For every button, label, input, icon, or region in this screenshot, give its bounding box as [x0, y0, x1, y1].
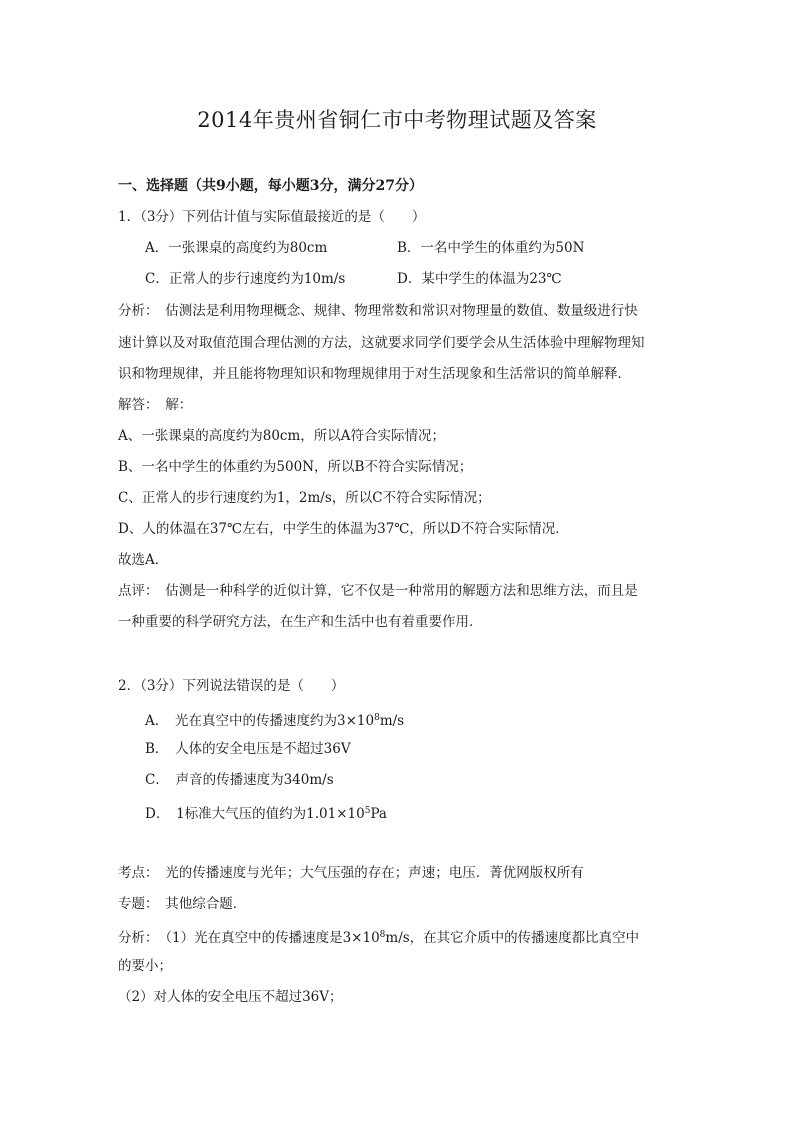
- q1-analysis-line-3: 识和物理规律，并且能将物理知识和物理规律用于对生活现象和生活常识的简单解释．: [118, 366, 631, 382]
- q2-option-a-unit: m/s: [379, 713, 405, 729]
- q1-choice: 故选A．: [118, 552, 169, 568]
- q2-option-a: [145, 709, 404, 730]
- q2-option-d-text: D． 1标准大气压的值约为1.01×10: [145, 806, 365, 822]
- q1-analysis-line-1: 分析： 估测法是利用物理概念、规律、物理常数和常识对物理量的数值、数量级进行快: [118, 303, 638, 319]
- q2-kaodian: 考点： 光的传播速度与光年；大气压强的存在；声速；电压．菁优网版权所有: [118, 865, 584, 881]
- q1-answer-d: D、人的体温在37℃左右，中学生的体温为37℃，所以D不符合实际情况．: [118, 521, 569, 537]
- section-heading: 一、选择题（共9小题，每小题3分，满分27分）: [118, 178, 423, 194]
- q2-option-d-exponent: 5: [364, 806, 371, 816]
- q1-comment-line-2: 一种重要的科学研究方法，在生产和生活中也有着重要作用．: [118, 614, 483, 630]
- q2-analysis-rest: m/s，在其它介质中的传播速度都比真空中: [385, 930, 640, 946]
- q2-analysis-text: 分析： （1）光在真空中的传播速度是3×10: [118, 930, 380, 946]
- q2-option-c: C． 声音的传播速度为340m/s: [145, 772, 334, 788]
- q2-analysis-line-2: 的要小；: [118, 958, 172, 974]
- q2-analysis-line-3: （2）对人体的安全电压不超过36V；: [118, 989, 343, 1005]
- q2-stem: 2．（3分）下列说法错误的是（ ）: [118, 678, 345, 694]
- q1-stem: 1．（3分）下列估计值与实际值最接近的是（ ）: [118, 209, 426, 225]
- q1-comment-line-1: 点评： 估测是一种科学的近似计算，它不仅是一种常用的解题方法和思维方法，而且是: [118, 583, 638, 599]
- q1-answer-label: 解答： 解：: [118, 397, 193, 413]
- q2-option-d: [145, 802, 387, 823]
- q2-option-d-unit: Pa: [370, 806, 387, 822]
- q2-option-a-exponent: 8: [374, 713, 380, 723]
- q1-option-c: C．正常人的步行速度约为10m/s: [145, 271, 346, 287]
- q2-option-a-text: A． 光在真空中的传播速度约为3×10: [145, 713, 375, 729]
- q1-analysis-line-2: 速计算以及对取值范围合理估测的方法，这就要求同学们要学会从生活体验中理解物理知: [118, 335, 645, 351]
- page-title: 2014年贵州省铜仁市中考物理试题及答案: [197, 108, 597, 132]
- q1-answer-b: B、一名中学生的体重约为500N，所以B不符合实际情况；: [118, 459, 473, 475]
- q2-zhuanti: 专题： 其他综合题．: [118, 896, 247, 912]
- q1-option-a: A．一张课桌的高度约为80cm: [145, 240, 328, 256]
- q1-answer-c: C、正常人的步行速度约为1，2m/s，所以C不符合实际情况；: [118, 490, 491, 506]
- q2-analysis-exponent: 8: [379, 930, 386, 940]
- q2-option-b: B． 人体的安全电压是不超过36V: [145, 741, 351, 757]
- q1-option-d: D．某中学生的体温为23℃: [397, 271, 562, 287]
- q1-answer-a: A、一张课桌的高度约为80cm，所以A符合实际情况；: [118, 428, 446, 444]
- q2-analysis-line-1: [118, 926, 639, 947]
- q1-option-b: B．一名中学生的体重约为50N: [397, 240, 585, 256]
